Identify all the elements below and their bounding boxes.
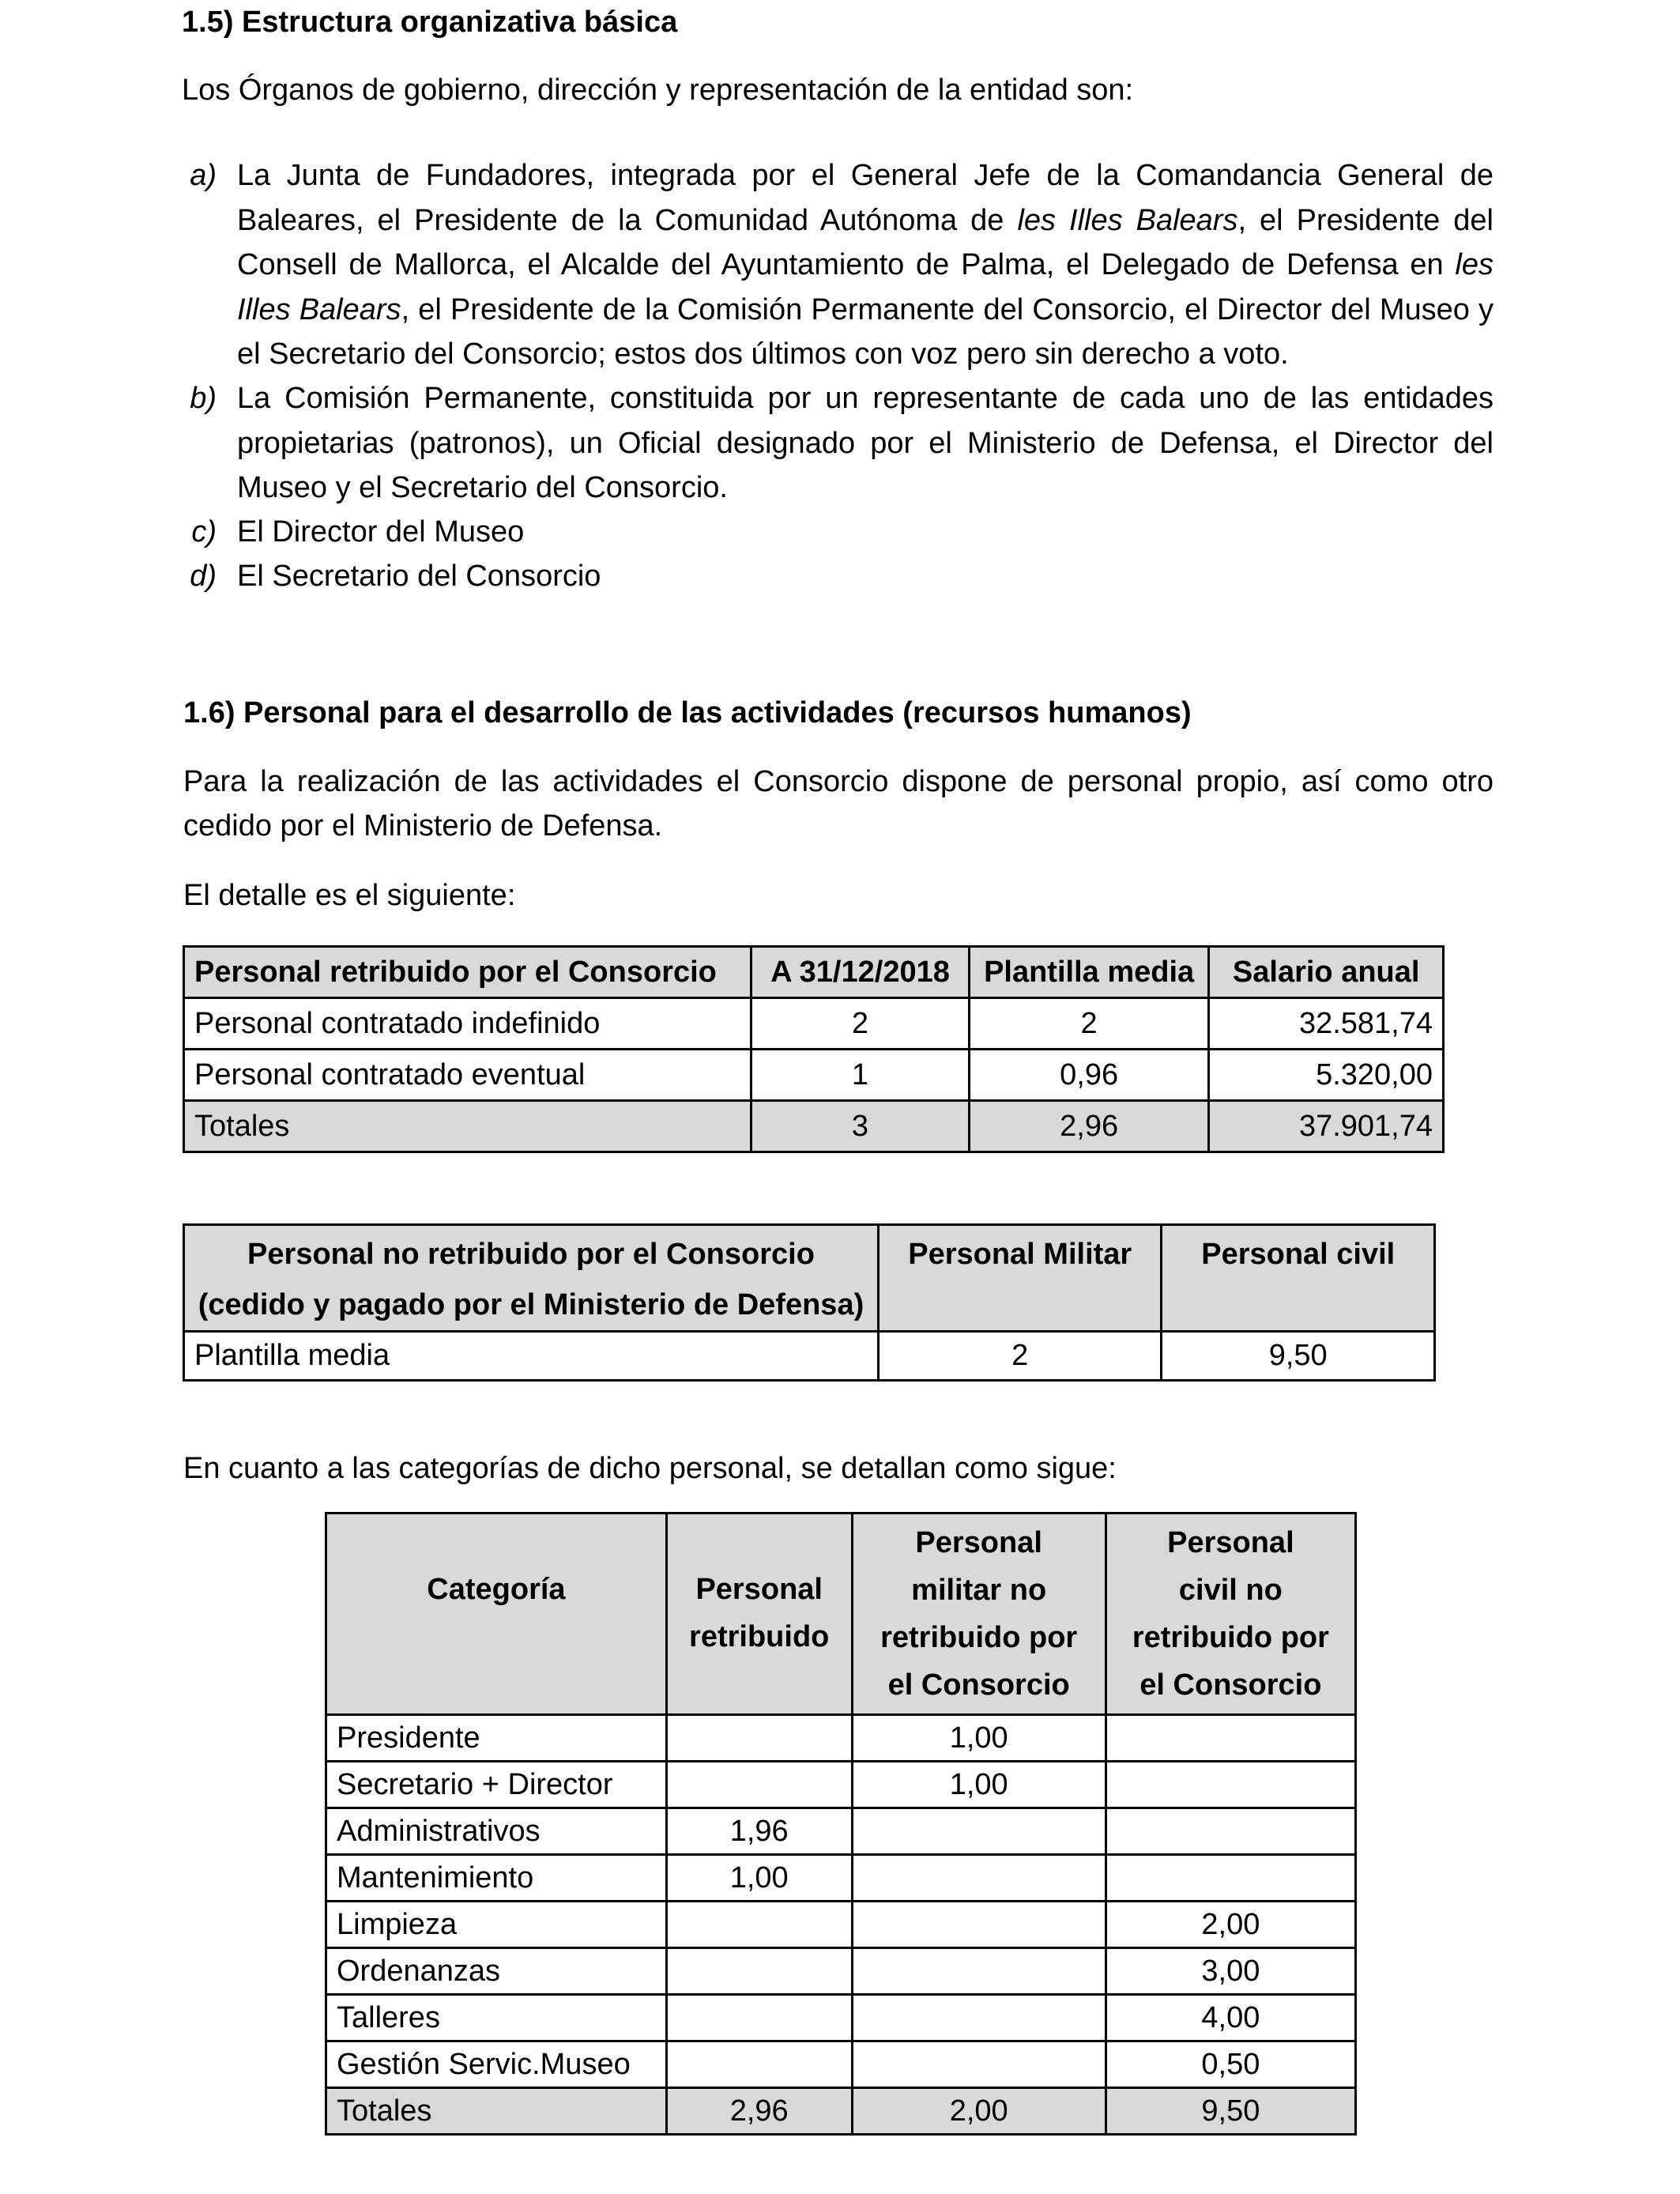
header-line: Personal no retribuido por el Consorcio: [247, 1238, 815, 1271]
table-cell: Secretario + Director: [326, 1762, 667, 1808]
header-line: Personal: [915, 1526, 1042, 1559]
section-heading-1-6: 1.6) Personal para el desarrollo de las actividades (recursos humanos): [183, 696, 1192, 729]
table-cell: 2,00: [1106, 1902, 1355, 1948]
table-row: [326, 1808, 1356, 1855]
table-cell: 9,50: [1106, 2088, 1355, 2135]
table-cell: 2,96: [969, 1101, 1209, 1152]
table-cell: 32.581,74: [1209, 998, 1444, 1050]
table-cell: 2: [969, 998, 1209, 1050]
table-cell: [1106, 1855, 1355, 1902]
column-header: Salario anual: [1209, 947, 1444, 998]
list-marker: b): [190, 382, 217, 415]
table-cell: [666, 1762, 852, 1808]
list-item-text: La Junta de Fundadores, integrada por el General Jefe de la Comandancia General de Baleares, el Presidente de la Comunidad Autónoma de les Illes Balears, el Presidente del Consell de Mallorca, el Alcalde del Ayuntamiento de Palma, el Delegado de Defensa en les Illes Balears, el Presidente de la Comisión Permanente del Consorcio, el Director del Museo y el Secretario del Consorcio; estos dos últimos con voz pero sin derecho a voto.: [237, 159, 1494, 371]
table-row: [326, 1902, 1356, 1948]
header-line: el Consorcio: [1139, 1668, 1322, 1702]
table-cell: 1: [751, 1050, 970, 1101]
table-cell: Gestión Servic.Museo: [326, 2041, 667, 2088]
table-cell: Limpieza: [326, 1902, 667, 1948]
table-categorias: [325, 1512, 1357, 2136]
list-item-text: El Director del Museo: [237, 515, 525, 548]
table-cell: 9,50: [1162, 1332, 1435, 1381]
header-line: Personal: [695, 1573, 823, 1606]
column-header: [1106, 1514, 1355, 1715]
table-cell: 1,00: [852, 1762, 1106, 1808]
column-header: Categoría: [326, 1514, 667, 1715]
column-header: A 31/12/2018: [751, 947, 970, 998]
section-heading-1-5: 1.5) Estructura organizativa básica: [182, 6, 678, 39]
table-cell: 2: [878, 1332, 1161, 1381]
table-row: [326, 1855, 1356, 1902]
table-cell: Personal contratado indefinido: [184, 998, 751, 1050]
table-cell: [666, 2041, 852, 2088]
table-cell: [666, 1948, 852, 1995]
table-row: [326, 1715, 1356, 1762]
table-header-row: [326, 1514, 1356, 1715]
table-cell: [1106, 1808, 1355, 1855]
table-cell: Totales: [184, 1101, 751, 1152]
table-cell: Talleres: [326, 1995, 667, 2041]
table-cell: Ordenanzas: [326, 1948, 667, 1995]
table-cell: Plantilla media: [184, 1332, 879, 1381]
column-header: Personal civil: [1162, 1225, 1435, 1332]
table-row: [326, 1762, 1356, 1808]
header-line: retribuido: [689, 1620, 830, 1653]
table-row: [184, 1332, 1435, 1381]
table-cell: [852, 1948, 1106, 1995]
table-cell: Totales: [326, 2088, 667, 2135]
table-personal-no-retribuido: [183, 1223, 1436, 1382]
table-totals-row: [326, 2088, 1356, 2135]
table-cell: [852, 1855, 1106, 1902]
table-cell: [666, 1995, 852, 2041]
table-cell: [852, 2041, 1106, 2088]
table-cell: 0,50: [1106, 2041, 1355, 2088]
table-cell: 37.901,74: [1209, 1101, 1444, 1152]
column-header: Plantilla media: [969, 947, 1209, 998]
table-cell: 4,00: [1106, 1995, 1355, 2041]
table-row: [326, 2041, 1356, 2088]
table-cell: 2,00: [852, 2088, 1106, 2135]
list-item-d: [190, 554, 1494, 599]
list-item-a: [190, 153, 1494, 377]
table-cell: [852, 1902, 1106, 1948]
header-line: retribuido por: [1132, 1621, 1329, 1654]
table-body: [326, 1715, 1356, 2088]
categories-intro: En cuanto a las categorías de dicho personal, se detallan como sigue:: [183, 1452, 1117, 1485]
header-line: Personal: [1167, 1526, 1294, 1559]
table-cell: [852, 1808, 1106, 1855]
table-header-row: [184, 947, 1444, 998]
list-marker: a): [190, 159, 217, 192]
table-cell: [1106, 1762, 1355, 1808]
list-marker: d): [190, 560, 217, 593]
header-line: militar no: [911, 1574, 1047, 1607]
header-line: (cedido y pagado por el Ministerio de Defensa): [198, 1288, 864, 1321]
table-personal-retribuido: [183, 945, 1445, 1153]
list-marker: c): [191, 515, 217, 548]
table-cell: 3,00: [1106, 1948, 1355, 1995]
list-item-text: La Comisión Permanente, constituida por un representante de cada uno de las entidades propietarias (patronos), un Oficial designado por el Ministerio de Defensa, el Director del Museo y el Secretario del Consorcio.: [237, 382, 1494, 504]
column-header: Personal retribuido por el Consorcio: [184, 947, 751, 998]
table-row: [184, 998, 1444, 1050]
table-header-row: [184, 1225, 1435, 1332]
table-cell: Presidente: [326, 1715, 667, 1762]
list-item-text: El Secretario del Consorcio: [237, 560, 601, 593]
table-cell: 5.320,00: [1209, 1050, 1444, 1101]
table-cell: 3: [751, 1101, 970, 1152]
table-cell: 0,96: [969, 1050, 1209, 1101]
table-row: [326, 1995, 1356, 2041]
detail-intro: El detalle es el siguiente:: [183, 879, 516, 912]
table-cell: Personal contratado eventual: [184, 1050, 751, 1101]
table-cell: Administrativos: [326, 1808, 667, 1855]
table-cell: 2: [751, 998, 970, 1050]
list-item-b: [190, 376, 1494, 511]
table-cell: [666, 1715, 852, 1762]
column-header: [666, 1514, 852, 1715]
header-line: el Consorcio: [887, 1668, 1070, 1702]
table-cell: 2,96: [666, 2088, 852, 2135]
table-cell: [666, 1902, 852, 1948]
table-cell: [852, 1995, 1106, 2041]
column-header: Personal Militar: [878, 1225, 1161, 1332]
section-intro: Los Órganos de gobierno, dirección y representación de la entidad son:: [182, 74, 1134, 107]
column-header: [852, 1514, 1106, 1715]
table-cell: 1,00: [666, 1855, 852, 1902]
header-line: retribuido por: [880, 1621, 1078, 1654]
column-header: [184, 1225, 879, 1332]
header-line: civil no: [1178, 1574, 1283, 1607]
table-cell: Mantenimiento: [326, 1855, 667, 1902]
section-paragraph: Para la realización de las actividades el Consorcio dispone de personal propio, así como otro cedido por el Ministerio de Defensa.: [183, 765, 1494, 843]
list-item-c: [191, 510, 1494, 555]
table-totals-row: [184, 1101, 1444, 1152]
table-cell: 1,00: [852, 1715, 1106, 1762]
table-row: [326, 1948, 1356, 1995]
table-row: [184, 1050, 1444, 1101]
table-cell: [1106, 1715, 1355, 1762]
table-cell: 1,96: [666, 1808, 852, 1855]
